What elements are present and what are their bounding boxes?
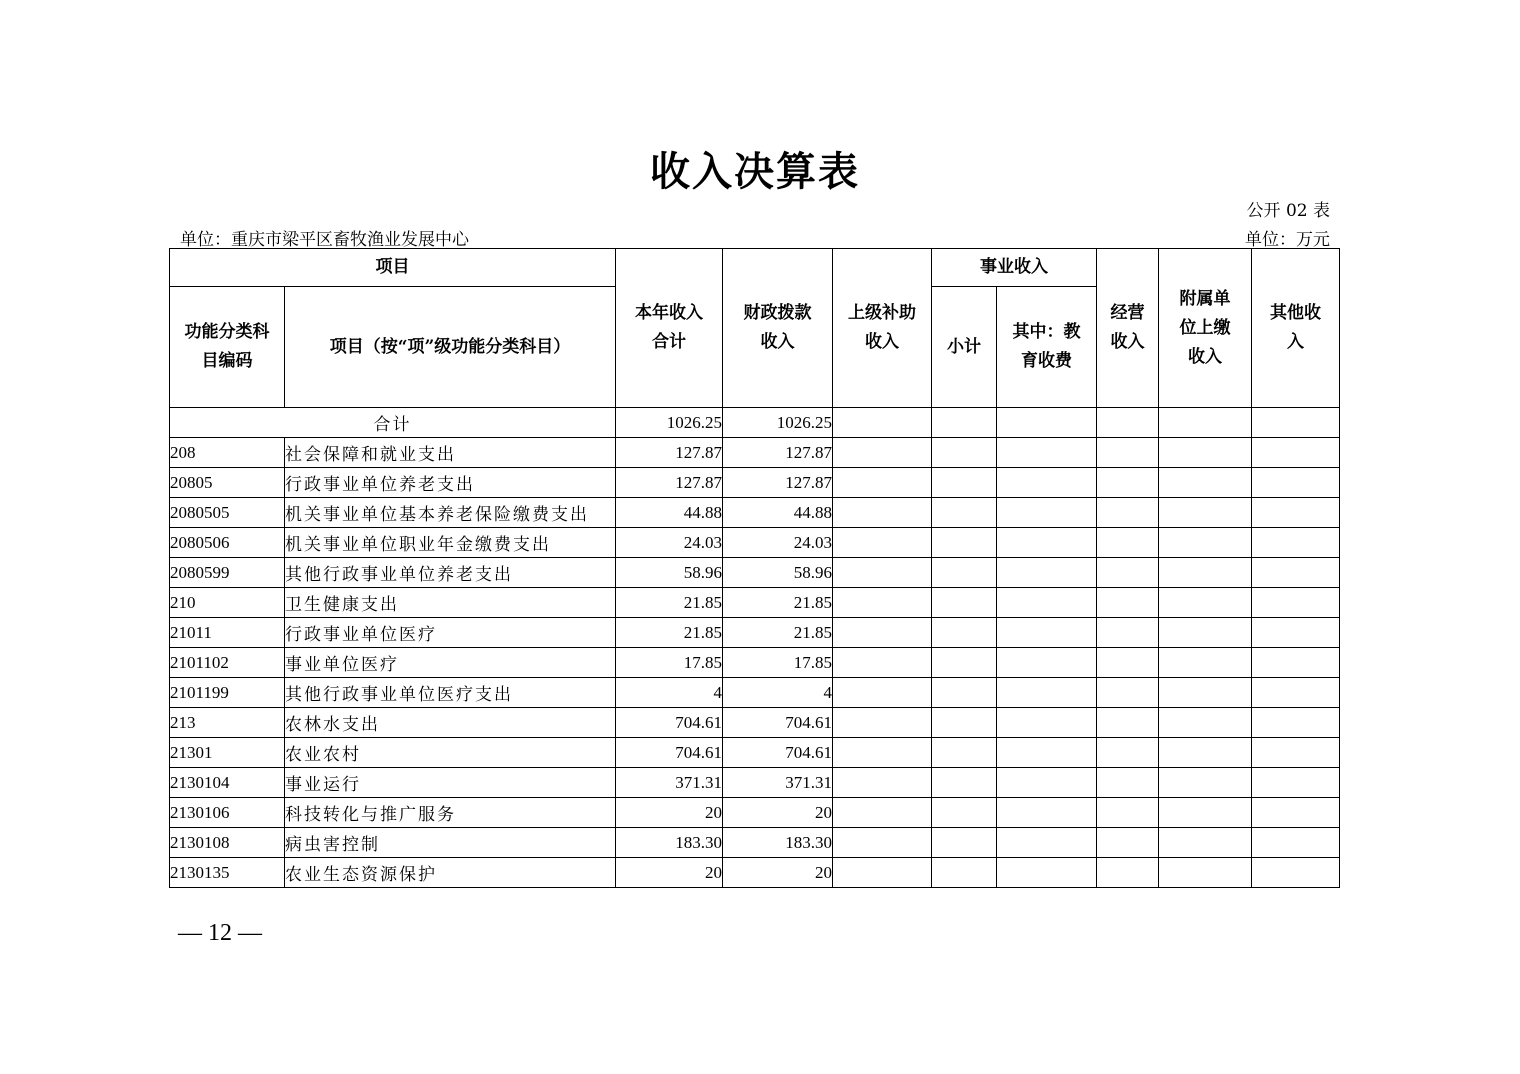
empty-cell [932,738,997,768]
row-code: 2101199 [170,678,285,708]
empty-cell [1252,588,1340,618]
empty-cell [833,828,932,858]
row-total: 44.88 [616,498,723,528]
empty-cell [833,558,932,588]
table-row [170,768,1340,798]
empty-cell [1097,558,1159,588]
row-fiscal: 704.61 [723,708,833,738]
table-row [170,618,1340,648]
empty-cell [1252,828,1340,858]
empty-cell [1159,828,1252,858]
empty-cell [1097,468,1159,498]
row-total: 24.03 [616,528,723,558]
empty-cell [997,618,1097,648]
row-fiscal: 183.30 [723,828,833,858]
page-title: 收入决算表 [650,148,860,195]
empty-cell [932,468,997,498]
row-code: 210 [170,588,285,618]
empty-cell [1159,738,1252,768]
row-name: 事业单位医疗 [285,648,616,678]
empty-cell [997,738,1097,768]
row-fiscal: 371.31 [723,768,833,798]
row-code: 21011 [170,618,285,648]
empty-cell [833,798,932,828]
row-code: 2130104 [170,768,285,798]
row-fiscal: 21.85 [723,588,833,618]
unit-name: 单位：重庆市梁平区畜牧渔业发展中心 [180,230,469,250]
empty-cell [1252,708,1340,738]
row-name: 社会保障和就业支出 [285,438,616,468]
header-code: 功能分类科目编码 [170,287,285,408]
empty-cell [932,618,997,648]
row-code: 2130106 [170,798,285,828]
total-amount: 1026.25 [616,408,723,438]
header-education: 其中：教育收费 [997,287,1097,408]
empty-cell [1159,588,1252,618]
empty-cell [1252,528,1340,558]
empty-cell [997,498,1097,528]
currency-unit: 单位：万元 [1245,230,1330,250]
table-row [170,708,1340,738]
row-fiscal: 58.96 [723,558,833,588]
empty-cell [997,798,1097,828]
empty-cell [833,468,932,498]
table-row [170,828,1340,858]
row-total: 127.87 [616,468,723,498]
row-code: 2080599 [170,558,285,588]
row-name: 农业生态资源保护 [285,858,616,888]
row-total: 20 [616,858,723,888]
empty-cell [1159,768,1252,798]
empty-cell [932,498,997,528]
empty-cell [997,558,1097,588]
row-name: 其他行政事业单位医疗支出 [285,678,616,708]
empty-cell [932,678,997,708]
empty-cell [1159,408,1252,438]
empty-cell [1252,438,1340,468]
row-fiscal: 4 [723,678,833,708]
row-code: 213 [170,708,285,738]
empty-cell [833,408,932,438]
empty-cell [1252,408,1340,438]
row-name: 农林水支出 [285,708,616,738]
row-total: 183.30 [616,828,723,858]
row-name: 行政事业单位养老支出 [285,468,616,498]
empty-cell [1097,738,1159,768]
empty-cell [1252,648,1340,678]
income-table [169,248,1340,888]
empty-cell [833,618,932,648]
empty-cell [1097,528,1159,558]
row-code: 21301 [170,738,285,768]
empty-cell [932,768,997,798]
header-name: 项目（按“项”级功能分类科目） [285,287,616,408]
empty-cell [833,588,932,618]
row-code: 20805 [170,468,285,498]
header-affiliated: 附属单位上缴收入 [1159,249,1252,408]
page-number: — 12 — [178,920,262,946]
empty-cell [1097,498,1159,528]
table-row [170,798,1340,828]
row-fiscal: 127.87 [723,468,833,498]
row-total: 21.85 [616,618,723,648]
row-name: 农业农村 [285,738,616,768]
empty-cell [1252,678,1340,708]
table-row [170,858,1340,888]
row-total: 21.85 [616,588,723,618]
table-row [170,498,1340,528]
row-code: 2101102 [170,648,285,678]
empty-cell [1252,498,1340,528]
row-code: 2080506 [170,528,285,558]
empty-cell [932,558,997,588]
empty-cell [1159,468,1252,498]
empty-cell [932,798,997,828]
empty-cell [1252,858,1340,888]
empty-cell [932,828,997,858]
empty-cell [997,438,1097,468]
row-fiscal: 127.87 [723,438,833,468]
empty-cell [932,858,997,888]
empty-cell [1159,678,1252,708]
empty-cell [833,768,932,798]
row-name: 科技转化与推广服务 [285,798,616,828]
row-name: 事业运行 [285,768,616,798]
row-total: 17.85 [616,648,723,678]
empty-cell [997,588,1097,618]
empty-cell [1097,768,1159,798]
empty-cell [997,678,1097,708]
row-fiscal: 20 [723,858,833,888]
table-row [170,648,1340,678]
total-row [170,408,1340,438]
header-operation: 经营收入 [1097,249,1159,408]
header-other: 其他收入 [1252,249,1340,408]
empty-cell [997,828,1097,858]
empty-cell [932,588,997,618]
empty-cell [833,858,932,888]
row-total: 20 [616,798,723,828]
empty-cell [1097,438,1159,468]
row-total: 371.31 [616,768,723,798]
row-name: 机关事业单位基本养老保险缴费支出 [285,498,616,528]
empty-cell [1252,468,1340,498]
empty-cell [932,648,997,678]
empty-cell [997,708,1097,738]
row-fiscal: 20 [723,798,833,828]
row-total: 58.96 [616,558,723,588]
empty-cell [1159,498,1252,528]
empty-cell [1097,618,1159,648]
empty-cell [1097,648,1159,678]
header-total: 本年收入合计 [616,249,723,408]
empty-cell [932,438,997,468]
table-row [170,468,1340,498]
empty-cell [1252,798,1340,828]
empty-cell [1252,768,1340,798]
empty-cell [1159,648,1252,678]
row-fiscal: 704.61 [723,738,833,768]
empty-cell [1252,738,1340,768]
header-superior: 上级补助收入 [833,249,932,408]
empty-cell [833,708,932,738]
empty-cell [932,528,997,558]
row-total: 704.61 [616,738,723,768]
row-fiscal: 17.85 [723,648,833,678]
empty-cell [1097,708,1159,738]
row-name: 行政事业单位医疗 [285,618,616,648]
empty-cell [997,408,1097,438]
empty-cell [833,438,932,468]
table-row [170,678,1340,708]
header-business: 事业收入 [932,249,1097,287]
header-fiscal: 财政拨款收入 [723,249,833,408]
empty-cell [833,738,932,768]
empty-cell [833,528,932,558]
empty-cell [1097,408,1159,438]
empty-cell [1159,528,1252,558]
row-name: 病虫害控制 [285,828,616,858]
empty-cell [997,858,1097,888]
empty-cell [1159,558,1252,588]
row-code: 2130135 [170,858,285,888]
row-total: 127.87 [616,438,723,468]
total-label: 合计 [170,408,616,438]
empty-cell [1252,558,1340,588]
empty-cell [1252,618,1340,648]
empty-cell [833,648,932,678]
total-fiscal: 1026.25 [723,408,833,438]
row-name: 机关事业单位职业年金缴费支出 [285,528,616,558]
row-fiscal: 24.03 [723,528,833,558]
row-code: 2080505 [170,498,285,528]
row-code: 208 [170,438,285,468]
empty-cell [833,678,932,708]
table-row [170,588,1340,618]
empty-cell [1097,858,1159,888]
empty-cell [997,768,1097,798]
empty-cell [833,498,932,528]
row-name: 其他行政事业单位养老支出 [285,558,616,588]
row-fiscal: 21.85 [723,618,833,648]
empty-cell [1097,588,1159,618]
form-number: 公开 02 表 [1246,201,1330,221]
empty-cell [1097,798,1159,828]
table-row [170,738,1340,768]
header-subtotal: 小计 [932,287,997,408]
table-row [170,558,1340,588]
row-total: 704.61 [616,708,723,738]
empty-cell [1159,708,1252,738]
row-code: 2130108 [170,828,285,858]
row-total: 4 [616,678,723,708]
table-row [170,528,1340,558]
empty-cell [1097,678,1159,708]
empty-cell [932,408,997,438]
empty-cell [997,528,1097,558]
row-fiscal: 44.88 [723,498,833,528]
empty-cell [1159,618,1252,648]
row-name: 卫生健康支出 [285,588,616,618]
empty-cell [1159,798,1252,828]
empty-cell [1159,438,1252,468]
empty-cell [1159,858,1252,888]
empty-cell [997,468,1097,498]
header-item: 项目 [170,249,616,287]
empty-cell [997,648,1097,678]
table-row [170,438,1340,468]
empty-cell [1097,828,1159,858]
empty-cell [932,708,997,738]
